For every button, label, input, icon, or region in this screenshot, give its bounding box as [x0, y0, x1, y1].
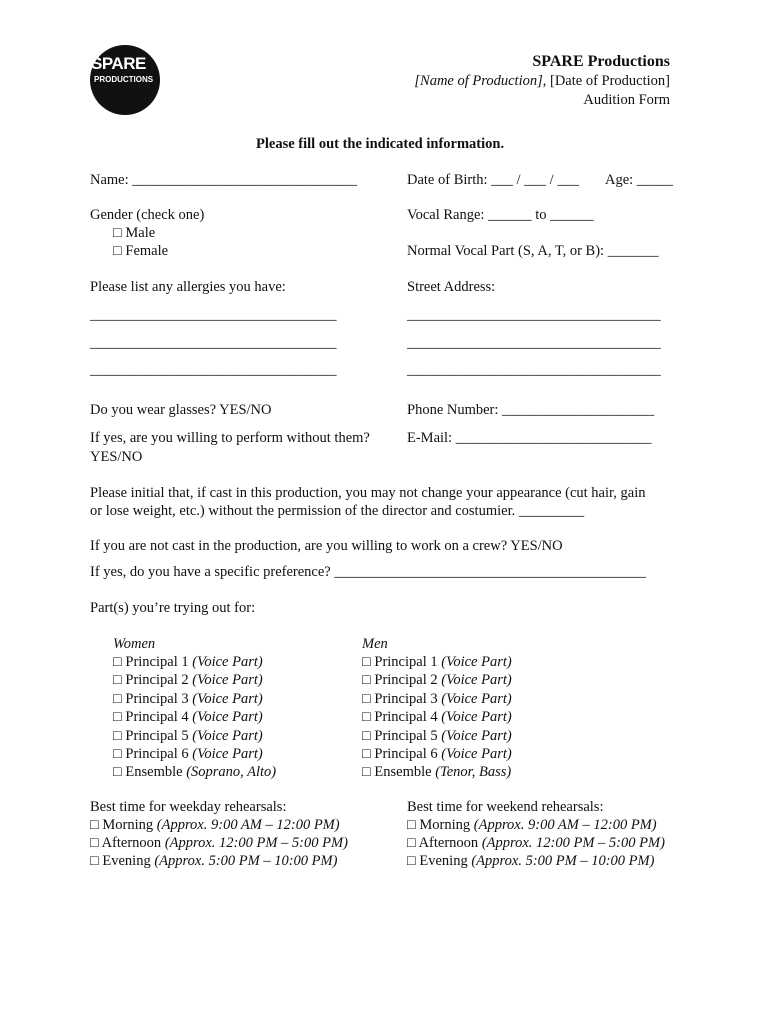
men-part-option-label: □ Principal 6: [362, 746, 442, 762]
women-part-option-detail: (Voice Part): [192, 654, 263, 670]
weekend-rehearsal-option-label: □ Morning: [407, 817, 474, 833]
appearance-statement-line2[interactable]: or lose weight, etc.) without the permission of the director and costumier. _________: [90, 503, 585, 519]
weekend-rehearsal-option-detail: (Approx. 12:00 PM – 5:00 PM): [481, 835, 665, 851]
spare-logo: [90, 45, 160, 115]
men-part-option-detail: (Tenor, Bass): [435, 764, 512, 781]
production-line: [414, 72, 670, 90]
men-part-option-detail: (Voice Part): [441, 690, 512, 707]
weekend-rehearsal-option-label: □ Afternoon: [407, 835, 482, 851]
women-part-option[interactable]: [113, 745, 263, 763]
women-part-option-label: □ Principal 2: [113, 672, 193, 689]
women-part-option-detail: (Voice Part): [192, 709, 263, 726]
women-part-option-label: □ Principal 4: [113, 709, 193, 726]
women-part-option-label: □ Ensemble: [113, 764, 187, 781]
men-part-option-detail: (Voice Part): [441, 672, 512, 689]
glasses-question[interactable]: Do you wear glasses? YES/NO: [90, 402, 272, 418]
men-part-option-detail: (Voice Part): [441, 727, 512, 744]
weekday-rehearsal-label: Best time for weekday rehearsals:: [90, 799, 287, 815]
women-part-option-label: □ Principal 5: [113, 727, 193, 744]
crew-question[interactable]: If you are not cast in the production, are you willing to work on a crew? YES/NO: [90, 538, 563, 554]
men-part-option-label: □ Principal 5: [362, 727, 442, 744]
men-part-option-label: □ Principal 4: [362, 709, 442, 726]
weekday-rehearsal-option[interactable]: [90, 816, 340, 834]
men-part-option[interactable]: [362, 763, 511, 781]
phone-field[interactable]: Phone Number: _____________________: [407, 402, 655, 418]
weekday-rehearsal-option-label: □ Evening: [90, 853, 155, 869]
address-line[interactable]: ___________________________________: [407, 307, 661, 323]
men-heading: Men: [362, 636, 388, 652]
women-part-option-label: □ Principal 6: [113, 746, 193, 762]
women-part-option[interactable]: [113, 727, 263, 745]
weekend-rehearsal-option-detail: (Approx. 9:00 AM – 12:00 PM): [473, 817, 657, 833]
women-part-option-detail: (Soprano, Alto): [186, 764, 277, 781]
age-field[interactable]: Age: _____: [605, 172, 674, 188]
weekday-rehearsal-option-detail: (Approx. 9:00 AM – 12:00 PM): [156, 817, 340, 833]
instructions: Please fill out the indicated information.: [256, 136, 505, 152]
appearance-statement-line1: Please initial that, if cast in this production, you may not change your appearance (cut hair, gain: [90, 485, 646, 501]
men-part-option[interactable]: [362, 745, 512, 763]
women-part-option-detail: (Voice Part): [192, 746, 263, 762]
women-part-option[interactable]: [113, 763, 276, 781]
production-date: , [Date of Production]: [542, 73, 670, 89]
gender-female-checkbox[interactable]: □ Female: [113, 243, 169, 259]
men-part-option-label: □ Principal 1: [362, 654, 442, 670]
allergies-line[interactable]: __________________________________: [90, 335, 337, 351]
men-part-option-detail: (Voice Part): [441, 709, 512, 726]
weekday-rehearsal-option-detail: (Approx. 12:00 PM – 5:00 PM): [164, 835, 348, 851]
men-part-option-detail: (Voice Part): [441, 654, 512, 670]
logo-main-text: SPARE: [91, 54, 146, 73]
vocal-range-field[interactable]: Vocal Range: ______ to ______: [407, 207, 594, 223]
weekend-rehearsal-option-detail: (Approx. 5:00 PM – 10:00 PM): [471, 853, 655, 869]
men-part-option-label: □ Principal 3: [362, 690, 442, 707]
allergies-line[interactable]: __________________________________: [90, 362, 337, 378]
men-part-option[interactable]: [362, 708, 512, 726]
weekend-rehearsal-option[interactable]: [407, 816, 657, 834]
company-name: SPARE Productions: [532, 53, 670, 70]
men-part-option[interactable]: [362, 671, 512, 689]
women-part-option[interactable]: [113, 690, 263, 708]
gender-label: Gender (check one): [90, 207, 205, 223]
address-line[interactable]: ___________________________________: [407, 335, 661, 351]
weekday-rehearsal-option[interactable]: [90, 834, 348, 852]
women-part-option[interactable]: [113, 671, 263, 689]
dob-field[interactable]: Date of Birth: ___ / ___ / ___: [407, 172, 579, 188]
women-part-option[interactable]: [113, 708, 263, 726]
women-part-option-detail: (Voice Part): [192, 690, 263, 707]
allergies-line[interactable]: __________________________________: [90, 307, 337, 323]
men-part-option-label: □ Principal 2: [362, 672, 442, 689]
weekend-rehearsal-option[interactable]: [407, 852, 654, 870]
women-part-option-detail: (Voice Part): [192, 672, 263, 689]
men-part-option-detail: (Voice Part): [441, 746, 512, 762]
gender-male-checkbox[interactable]: □ Male: [113, 225, 156, 241]
production-name: [Name of Production]: [414, 73, 543, 89]
women-part-option-label: □ Principal 1: [113, 654, 193, 670]
crew-preference-field[interactable]: If yes, do you have a specific preference? ___________________________________________: [90, 564, 647, 580]
weekday-rehearsal-option[interactable]: [90, 852, 337, 870]
women-part-option[interactable]: [113, 653, 263, 671]
weekday-rehearsal-option-label: □ Afternoon: [90, 835, 165, 851]
name-field[interactable]: Name: _______________________________: [90, 172, 358, 188]
street-address-label: Street Address:: [407, 279, 496, 295]
men-part-option[interactable]: [362, 653, 512, 671]
weekday-rehearsal-option-detail: (Approx. 5:00 PM – 10:00 PM): [154, 853, 338, 869]
men-part-option[interactable]: [362, 690, 512, 708]
allergies-label: Please list any allergies you have:: [90, 279, 286, 295]
women-part-option-label: □ Principal 3: [113, 690, 193, 707]
perform-without-question: If yes, are you willing to perform without them?: [90, 430, 370, 446]
weekend-rehearsal-option[interactable]: [407, 834, 665, 852]
men-part-option-label: □ Ensemble: [362, 764, 436, 781]
weekend-rehearsal-option-label: □ Evening: [407, 853, 472, 869]
vocal-part-field[interactable]: Normal Vocal Part (S, A, T, or B): _______: [407, 243, 659, 259]
logo-sub-text: PRODUCTIONS: [94, 75, 154, 84]
form-title: Audition Form: [583, 92, 670, 108]
weekday-rehearsal-option-label: □ Morning: [90, 817, 157, 833]
men-part-option[interactable]: [362, 727, 512, 745]
address-line[interactable]: ___________________________________: [407, 362, 661, 378]
email-field[interactable]: E-Mail: ___________________________: [407, 430, 652, 446]
perform-without-answer[interactable]: YES/NO: [90, 449, 143, 465]
women-part-option-detail: (Voice Part): [192, 727, 263, 744]
weekend-rehearsal-label: Best time for weekend rehearsals:: [407, 799, 604, 815]
parts-label: Part(s) you’re trying out for:: [90, 600, 256, 616]
women-heading: Women: [113, 636, 156, 652]
